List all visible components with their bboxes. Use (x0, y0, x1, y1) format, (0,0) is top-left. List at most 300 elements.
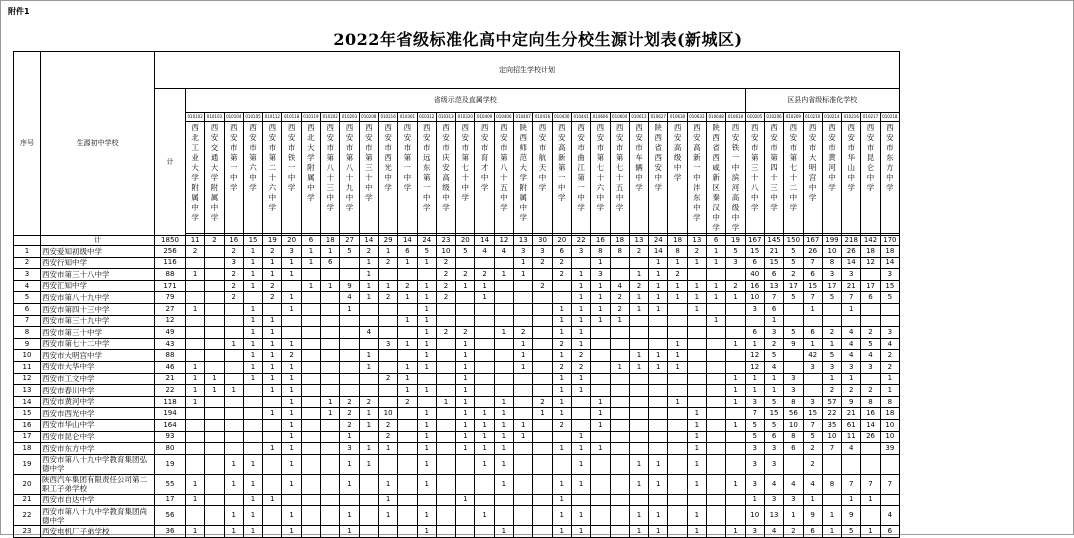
row-cell (591, 474, 610, 494)
row-total: 17 (155, 494, 186, 506)
row-cell: 8 (822, 257, 841, 269)
school-name-header (321, 122, 340, 234)
totals-cell: 20 (552, 236, 571, 246)
row-cell: 2 (552, 419, 571, 431)
row-cell: 21 (842, 280, 861, 292)
row-cell (398, 431, 417, 443)
row-cell: 3 (880, 269, 899, 281)
row-cell (861, 269, 880, 281)
row-cell (842, 315, 861, 327)
row-cell (629, 257, 648, 269)
row-cell: 1 (842, 494, 861, 506)
row-cell (514, 526, 533, 538)
row-cell: 1 (552, 494, 571, 506)
row-cell (224, 419, 243, 431)
row-cell: 3 (764, 443, 783, 455)
row-cell (436, 350, 455, 362)
row-cell (321, 373, 340, 385)
row-cell: 1 (726, 419, 745, 431)
row-cell: 35 (822, 419, 841, 431)
row-cell: 1 (803, 494, 822, 506)
row-cell (186, 443, 205, 455)
row-cell (707, 506, 726, 526)
table-row (14, 246, 900, 258)
table-row (14, 408, 900, 420)
row-cell (301, 338, 320, 350)
school-name-header (629, 122, 648, 234)
row-cell: 6 (321, 257, 340, 269)
row-cell: 4 (842, 443, 861, 455)
row-cell: 1 (243, 269, 262, 281)
totals-cell: 167 (745, 236, 764, 246)
row-cell: 1 (668, 292, 687, 304)
row-cell (417, 494, 436, 506)
row-cell (591, 327, 610, 339)
row-cell: 6 (764, 431, 783, 443)
row-cell: 1 (571, 269, 590, 281)
row-cell: 1 (301, 257, 320, 269)
attachment-label: 附件1 (8, 7, 30, 16)
row-cell (243, 292, 262, 304)
row-cell: 9 (842, 396, 861, 408)
row-cell: 1 (417, 280, 436, 292)
row-cell: 10 (822, 431, 841, 443)
row-seq: 18 (14, 443, 41, 455)
row-cell: 6 (861, 292, 880, 304)
row-cell (745, 315, 764, 327)
row-cell: 1 (224, 526, 243, 538)
row-cell: 1 (263, 385, 282, 397)
row-cell: 1 (687, 506, 706, 526)
row-cell: 2 (687, 246, 706, 258)
row-cell: 56 (784, 408, 803, 420)
row-cell (436, 408, 455, 420)
row-cell: 1 (282, 443, 301, 455)
row-cell (533, 443, 552, 455)
row-seq: 15 (14, 408, 41, 420)
row-cell: 8 (880, 396, 899, 408)
row-cell: 1 (263, 315, 282, 327)
row-cell: 1 (687, 408, 706, 420)
row-cell (436, 303, 455, 315)
row-cell (726, 494, 745, 506)
row-cell: 1 (456, 443, 475, 455)
row-cell: 1 (668, 338, 687, 350)
row-cell: 10 (745, 292, 764, 304)
row-cell: 1 (494, 454, 513, 474)
school-name-header (784, 122, 803, 234)
row-cell (205, 338, 224, 350)
row-cell: 1 (475, 419, 494, 431)
row-cell: 1 (629, 303, 648, 315)
row-cell: 2 (861, 327, 880, 339)
row-cell: 1 (629, 526, 648, 538)
row-cell (359, 506, 378, 526)
school-code: 010312 (417, 113, 436, 122)
row-cell: 15 (803, 280, 822, 292)
row-cell (340, 350, 359, 362)
row-school-name: 西安市第八十九中学教育集团尚德中学 (41, 506, 155, 526)
row-cell (494, 338, 513, 350)
row-cell (340, 315, 359, 327)
row-cell (186, 419, 205, 431)
row-cell: 1 (263, 494, 282, 506)
row-cell (475, 315, 494, 327)
row-school-name: 西安市第八十九中学 (41, 292, 155, 304)
row-cell (707, 373, 726, 385)
row-total: 19 (155, 454, 186, 474)
row-cell (321, 269, 340, 281)
row-cell: 21 (842, 408, 861, 420)
row-seq: 19 (14, 454, 41, 474)
school-name-text: 西安市第八十五中学 (500, 123, 508, 212)
row-cell: 1 (842, 303, 861, 315)
row-cell: 10 (378, 408, 397, 420)
row-cell: 3 (378, 338, 397, 350)
row-cell: 1 (417, 385, 436, 397)
row-cell (205, 396, 224, 408)
row-cell: 1 (475, 431, 494, 443)
row-cell: 3 (591, 269, 610, 281)
school-name-header (205, 122, 224, 234)
row-cell: 1 (243, 246, 262, 258)
row-cell (707, 303, 726, 315)
row-cell (629, 396, 648, 408)
row-cell: 1 (282, 526, 301, 538)
row-cell: 1 (456, 338, 475, 350)
row-cell (629, 315, 648, 327)
row-cell (822, 303, 841, 315)
school-code: 010313 (436, 113, 455, 122)
row-cell: 1 (186, 269, 205, 281)
row-cell (186, 292, 205, 304)
row-school-name: 西安市第三十八中学 (41, 269, 155, 281)
row-cell: 1 (591, 419, 610, 431)
row-cell: 4 (764, 474, 783, 494)
row-cell (591, 361, 610, 373)
row-seq: 7 (14, 315, 41, 327)
school-name-text: 西安市第四十三中学 (770, 123, 778, 212)
row-cell: 1 (282, 474, 301, 494)
row-cell (359, 338, 378, 350)
row-cell: 15 (745, 246, 764, 258)
row-cell: 1 (726, 474, 745, 494)
row-cell (822, 454, 841, 474)
row-seq: 12 (14, 373, 41, 385)
totals-cell: 218 (842, 236, 861, 246)
row-cell: 1 (726, 338, 745, 350)
row-school-name: 西安市第四十三中学 (41, 303, 155, 315)
row-cell (610, 396, 629, 408)
row-cell: 1 (243, 361, 262, 373)
row-cell: 1 (417, 361, 436, 373)
row-cell: 17 (861, 280, 880, 292)
row-cell: 1 (649, 361, 668, 373)
school-name-text: 西安市航天中学 (538, 123, 547, 192)
school-name-header (726, 122, 745, 234)
row-cell: 7 (803, 257, 822, 269)
row-cell: 1 (243, 454, 262, 474)
school-name-text: 西安市第三十八中学 (751, 123, 759, 212)
row-cell (205, 350, 224, 362)
row-cell (205, 408, 224, 420)
row-cell: 1 (552, 303, 571, 315)
row-cell: 1 (649, 303, 668, 315)
row-cell: 2 (861, 385, 880, 397)
table-row (14, 315, 900, 327)
row-cell: 1 (687, 443, 706, 455)
table-row (14, 431, 900, 443)
row-cell (494, 385, 513, 397)
row-cell (514, 373, 533, 385)
row-cell (610, 373, 629, 385)
school-code: 010441 (571, 113, 590, 122)
school-name-text: 西安市庆安高级中学 (442, 123, 450, 212)
row-seq: 1 (14, 246, 41, 258)
row-cell: 1 (610, 315, 629, 327)
table-row (14, 327, 900, 339)
row-cell: 1 (649, 350, 668, 362)
row-cell: 1 (321, 408, 340, 420)
school-name-header (186, 122, 205, 234)
row-cell: 1 (726, 292, 745, 304)
school-code: 010407 (514, 113, 533, 122)
row-cell: 18 (880, 408, 899, 420)
row-cell (224, 373, 243, 385)
row-cell: 1 (359, 292, 378, 304)
row-cell (707, 454, 726, 474)
row-total: 93 (155, 431, 186, 443)
row-cell: 12 (745, 350, 764, 362)
row-cell: 1 (629, 361, 648, 373)
row-cell: 4 (803, 474, 822, 494)
school-name-header (571, 122, 590, 234)
row-cell: 1 (224, 474, 243, 494)
row-cell (186, 257, 205, 269)
row-cell (321, 361, 340, 373)
row-cell (205, 526, 224, 538)
row-cell (359, 431, 378, 443)
school-name-header (378, 122, 397, 234)
seq-header: 序号 (14, 52, 41, 236)
school-code: 010406 (494, 113, 513, 122)
row-cell (629, 385, 648, 397)
row-cell (243, 443, 262, 455)
row-school-name: 西安市第八十九中学教育集团弘德中学 (41, 454, 155, 474)
row-cell (378, 385, 397, 397)
row-cell (726, 454, 745, 474)
row-cell: 1 (282, 373, 301, 385)
row-cell (475, 373, 494, 385)
school-code: 010613 (629, 113, 648, 122)
row-cell: 1 (861, 494, 880, 506)
row-seq: 9 (14, 338, 41, 350)
row-cell (321, 338, 340, 350)
table-row (14, 474, 900, 494)
row-cell (205, 257, 224, 269)
row-cell: 1 (726, 385, 745, 397)
row-seq: 16 (14, 419, 41, 431)
row-cell (591, 526, 610, 538)
row-cell (456, 506, 475, 526)
row-cell: 1 (475, 280, 494, 292)
school-name-header (456, 122, 475, 234)
row-cell (475, 474, 494, 494)
row-cell: 1 (417, 443, 436, 455)
row-cell: 1 (263, 338, 282, 350)
row-cell: 16 (861, 408, 880, 420)
row-cell: 1 (687, 257, 706, 269)
row-cell (205, 474, 224, 494)
row-cell: 2 (378, 431, 397, 443)
row-cell (649, 385, 668, 397)
row-cell: 2 (359, 246, 378, 258)
row-cell (456, 303, 475, 315)
row-cell: 1 (571, 280, 590, 292)
school-code: 010205 (745, 113, 764, 122)
row-cell (707, 338, 726, 350)
row-cell (321, 419, 340, 431)
row-cell (668, 454, 687, 474)
row-cell: 1 (243, 494, 262, 506)
row-cell (436, 338, 455, 350)
row-cell: 1 (263, 443, 282, 455)
row-cell: 1 (571, 431, 590, 443)
row-cell: 1 (514, 350, 533, 362)
row-cell (263, 526, 282, 538)
row-cell: 1 (629, 506, 648, 526)
table-row (14, 292, 900, 304)
totals-cell: 30 (533, 236, 552, 246)
school-code: 010320 (456, 113, 475, 122)
row-cell: 2 (552, 257, 571, 269)
row-cell (205, 443, 224, 455)
row-cell (822, 315, 841, 327)
row-cell: 6 (803, 327, 822, 339)
row-cell: 1 (378, 280, 397, 292)
school-code: 010112 (263, 113, 282, 122)
row-cell (803, 373, 822, 385)
row-cell (533, 419, 552, 431)
row-cell (417, 396, 436, 408)
row-cell: 1 (417, 338, 436, 350)
totals-cell: 199 (822, 236, 841, 246)
row-cell: 1 (417, 454, 436, 474)
row-cell: 1 (494, 327, 513, 339)
row-cell (456, 474, 475, 494)
row-cell: 10 (880, 431, 899, 443)
row-cell: 2 (378, 257, 397, 269)
row-cell (340, 494, 359, 506)
row-cell: 1 (571, 315, 590, 327)
school-name-header (533, 122, 552, 234)
row-cell: 12 (745, 361, 764, 373)
row-cell: 1 (552, 350, 571, 362)
row-cell (398, 506, 417, 526)
row-cell (475, 385, 494, 397)
table-row (14, 350, 900, 362)
row-cell: 6 (398, 246, 417, 258)
row-cell: 15 (803, 408, 822, 420)
row-cell (340, 385, 359, 397)
row-cell: 1 (591, 315, 610, 327)
row-cell: 1 (880, 373, 899, 385)
row-cell (687, 385, 706, 397)
row-cell: 1 (243, 526, 262, 538)
row-school-name: 西安市华山中学 (41, 419, 155, 431)
row-cell (205, 454, 224, 474)
row-cell (649, 327, 668, 339)
row-cell: 7 (745, 408, 764, 420)
row-cell (707, 385, 726, 397)
row-cell: 1 (726, 396, 745, 408)
row-cell: 1 (243, 315, 262, 327)
row-cell: 5 (822, 350, 841, 362)
row-cell (494, 303, 513, 315)
row-cell: 5 (784, 292, 803, 304)
row-cell: 2 (263, 292, 282, 304)
row-cell: 1 (726, 373, 745, 385)
row-cell (571, 257, 590, 269)
totals-cell: 18 (668, 236, 687, 246)
row-cell (475, 338, 494, 350)
row-cell: 3 (224, 257, 243, 269)
row-cell: 2 (224, 292, 243, 304)
row-cell: 1 (456, 385, 475, 397)
document-title: 2022年省级标准化高中定向生分校生源计划表(新城区) (333, 30, 743, 49)
row-cell: 1 (263, 257, 282, 269)
row-cell: 2 (378, 292, 397, 304)
row-cell: 1 (822, 373, 841, 385)
row-cell: 1 (822, 526, 841, 538)
row-cell: 1 (243, 280, 262, 292)
row-cell: 1 (571, 373, 590, 385)
row-cell: 4 (784, 474, 803, 494)
row-cell (301, 431, 320, 443)
row-total: 164 (155, 419, 186, 431)
row-cell: 3 (726, 257, 745, 269)
row-cell: 1 (552, 385, 571, 397)
row-cell (533, 385, 552, 397)
row-total: 116 (155, 257, 186, 269)
row-cell: 1 (398, 385, 417, 397)
row-cell (591, 373, 610, 385)
row-cell (186, 315, 205, 327)
row-cell: 4 (610, 280, 629, 292)
table-row (14, 419, 900, 431)
row-cell: 17 (784, 280, 803, 292)
row-cell (436, 474, 455, 494)
school-name-text: 西安市第八十三中学 (326, 123, 334, 212)
row-cell (186, 327, 205, 339)
school-name-text: 西北工业大学附属中学 (191, 123, 199, 222)
row-cell: 3 (745, 443, 764, 455)
row-cell: 16 (745, 280, 764, 292)
row-cell: 1 (398, 315, 417, 327)
totals-cell: 24 (417, 236, 436, 246)
school-name-header (494, 122, 513, 234)
row-cell (591, 506, 610, 526)
row-cell: 1 (552, 443, 571, 455)
row-cell (687, 269, 706, 281)
school-name-text: 西安市育才中学 (480, 123, 489, 192)
row-cell: 3 (745, 454, 764, 474)
school-name-text: 陕西省西咸新区秦汉中学 (712, 123, 720, 232)
row-cell (707, 327, 726, 339)
school-name-header (243, 122, 262, 234)
row-cell: 5 (880, 292, 899, 304)
school-name-text: 西安高新第一中学 (558, 123, 566, 202)
